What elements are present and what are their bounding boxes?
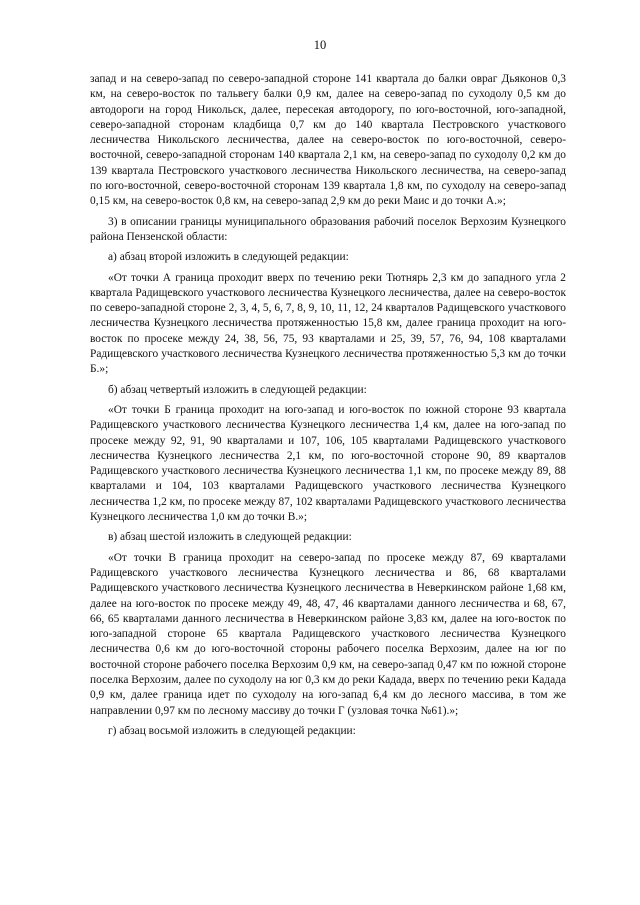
paragraph-quote-v: «От точки В граница проходит на северо-запад по просеке между 87, 69 кварталами Радищевского участкового лесничества Кузнецкого лесничества и 86, 68 кварталами Радищевского участкового лесничества Кузнецкого лесничества в Неверкинском районе 1,68 км, далее на юго-восток по просеке между 49, 48, 47, 46 кварталами данного лесничества и 68, 67, 66, 65 кварталами данного лесничества в Неверкинском районе 3,83 км, далее на юго-восток по юго-западной стороне 65 квартала Радищевского участкового лесничества Кузнецкого лесничества 0,6 км до юго-восточной стороны рабочего поселка Верхозим, далее на юг по восточной стороне рабочего поселка Верхозим 0,9 км, на северо-запад 0,47 км по южной стороне поселка Верхозим, далее по суходолу на юг 0,3 км до реки Кадада, вверх по течению реки Кадада 0,9 км, далее граница идет по суходолу на юго-запад 6,4 км до лесного массива, в том же направлении 0,97 км по лесному массиву до точки Г (узловая точка №61).»; xyxy=(90,551,566,717)
paragraph-subitem-a: а) абзац второй изложить в следующей редакции: xyxy=(108,251,349,264)
paragraph-subitem-b: б) абзац четвертый изложить в следующей редакции: xyxy=(108,383,367,396)
page-number: 10 xyxy=(313,38,327,52)
paragraph-subitem-g: г) абзац восьмой изложить в следующей редакции: xyxy=(108,724,356,737)
paragraph-item-3: 3) в описании границы муниципального образования рабочий поселок Верхозим Кузнецкого района Пензенской области: xyxy=(90,215,566,243)
paragraph-quote-a: «От точки А граница проходит вверх по течению реки Тютнярь 2,3 км до западного угла 2 квартала Радищевского участкового лесничества Кузнецкого лесничества, далее на северо-восток по северо-западной стороне 2, 3, 4, 5, 6, 7, 8, 9, 10, 11, 12, 24 кварталов Радищевского участкового лесничества Кузнецкого лесничества протяженностью 15,8 км, далее граница проходит на юго-восток по просеке между 24, 38, 56, 75, 93 кварталами и 25, 39, 57, 76, 94, 108 кварталами Радищевского участкового лесничества Кузнецкого лесничества протяженностью 5,3 км до точки Б.»; xyxy=(90,271,566,376)
paragraph-continuation: запад и на северо-запад по северо-западной стороне 141 квартала до балки овраг Дьяконов 0,3 км, на северо-восток по тальвегу балки 0,9 км, далее на северо-запад по суходолу 0,5 км до автодороги на город Никольск, далее, пересекая автодорогу, по юго-восточной, юго-западной, северо-западной сторонам кладбища 0,7 км до 140 квартала Пестровского участкового лесничества Никольского лесничества, далее на северо-восток по юго-восточной, северо-восточной, северо-западной сторонам 140 квартала 2,1 км, на северо-запад по суходолу 0,2 км до 139 квартала Пестровского участкового лесничества Никольского лесничества, на северо-запад по юго-восточной, северо-восточной сторонам 139 квартала 1,8 км, по суходолу на северо-запад 0,15 км, на северо-восток 0,8 км, на северо-запад 2,9 км до реки Маис и до точки А.»; xyxy=(90,73,566,208)
paragraph-subitem-v: в) абзац шестой изложить в следующей редакции: xyxy=(108,531,352,544)
paragraph-quote-b: «От точки Б граница проходит на юго-запад и юго-восток по южной стороне 93 квартала Радищевского участкового лесничества Кузнецкого лесничества 1,4 км, далее на юго-запад по просеке между 92, 91, 90 кварталами и 107, 106, 105 кварталами Радищевского участкового лесничества Кузнецкого лесничества 2,1 км, по юго-восточной стороне 90, 89 кварталов Радищевского участкового лесничества Кузнецкого лесничества 1,1 км, по просеке между 89, 88 кварталами и 104, 103 кварталами Радищевского участкового лесничества Кузнецкого лесничества 1,2 км, по просеке между 87, 102 кварталами Радищевского участкового лесничества Кузнецкого лесничества 1,0 км до точки В.»; xyxy=(90,403,566,524)
document-body xyxy=(90,72,566,739)
